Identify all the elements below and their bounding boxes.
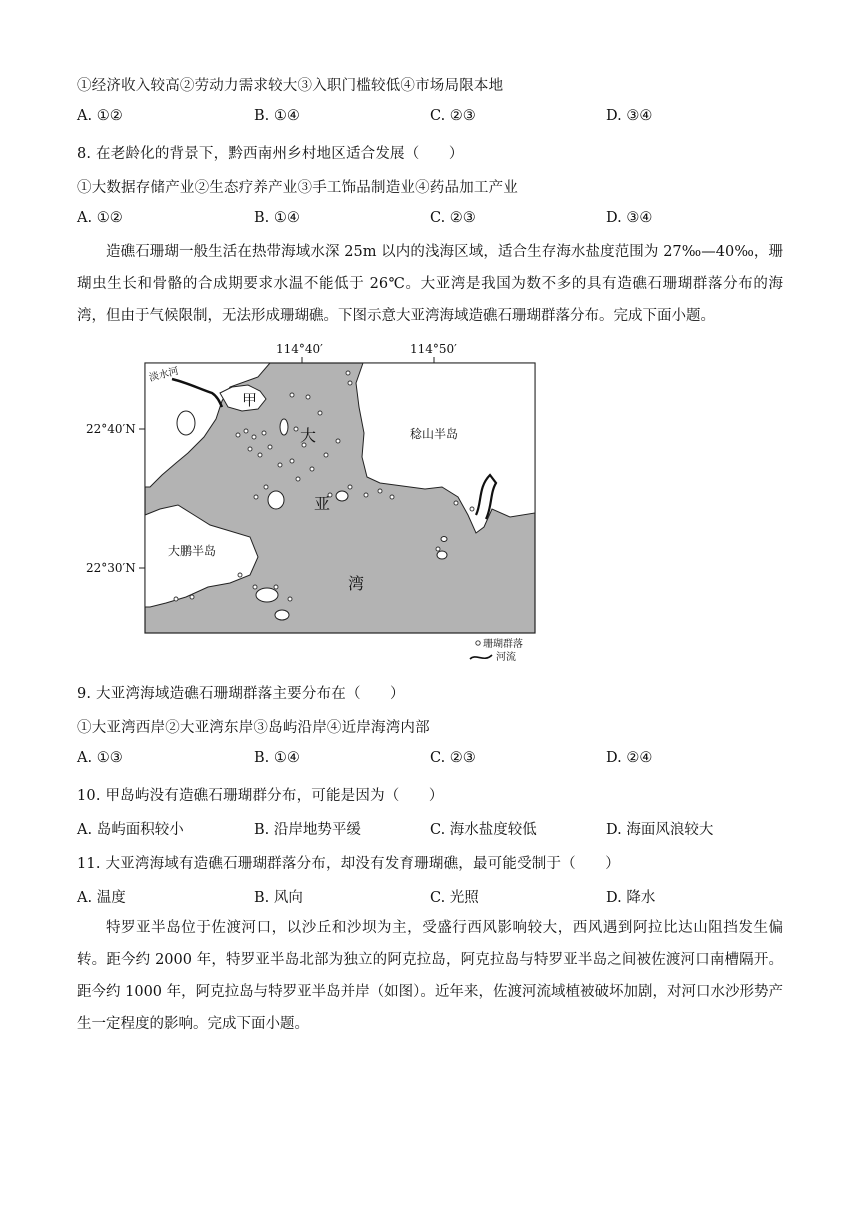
west-peninsula-label: 大鹏半岛 [168,544,217,558]
q7-option-c: C. ②③ [430,108,476,124]
q7-option-b: B. ①④ [254,108,300,124]
q10-option-c: C. 海水盐度较低 [430,822,537,838]
lon-label-2: 114°50′ [410,342,457,356]
q9-option-c: C. ②③ [430,750,476,766]
lat-label-2: 22°30′N [86,561,136,575]
q7-option-a: A. ①② [77,108,123,124]
bay-char-3: 湾 [348,574,365,593]
q10-stem: 10. 甲岛屿没有造礁石珊瑚群分布，可能是因为（ ） [77,788,444,804]
bay-char-2: 亚 [314,494,331,513]
q9-option-b: B. ①④ [254,750,300,766]
q8-option-a: A. ①② [77,210,123,226]
legend-coral-label: 珊瑚群落 [483,639,523,650]
q11-option-c: C. 光照 [430,890,479,906]
small-island-3 [268,491,284,509]
small-island-2 [280,419,288,435]
small-island-1 [177,411,195,435]
q9-option-d: D. ②④ [606,750,653,766]
q8-stem: 8. 在老龄化的背景下，黔西南州乡村地区适合发展（ ） [77,146,464,162]
island-jia-label: 甲 [242,391,258,409]
passage-troia: 特罗亚半岛位于佐渡河口，以沙丘和沙坝为主，受盛行西风影响较大，西风遇到阿拉比达山阻挡发生偏转。距今约 2000 年，特罗亚半岛北部为独立的阿克拉岛，阿克拉岛与特罗亚半岛之间被佐渡河口南槽隔开。距今约 1000 年，阿克拉岛与特罗亚半岛并岸（如图）。近年来，佐渡河流域植被破坏加剧，对河口水沙形势产生一定程度的影响。完成下面小题。 [77,920,783,1032]
legend-river-symbol [470,655,492,659]
q8-option-d: D. ③④ [606,210,653,226]
daya-bay-map [80,337,540,667]
q8-option-c: C. ②③ [430,210,476,226]
q10-option-d: D. 海面风浪较大 [606,822,714,838]
q11-option-a: A. 温度 [77,890,126,906]
q8-statements: ①大数据存储产业②生态疗养产业③手工饰品制造业④药品加工产业 [77,180,518,196]
q11-stem: 11. 大亚湾海域有造礁石珊瑚群落分布，却没有发育珊瑚礁，最可能受制于（ ） [77,856,620,872]
q9-stem: 9. 大亚湾海域造礁石珊瑚群落主要分布在（ ） [77,686,405,702]
q10-option-b: B. 沿岸地势平缓 [254,822,361,838]
q9-statements: ①大亚湾西岸②大亚湾东岸③岛屿沿岸④近岸海湾内部 [77,720,430,736]
legend-river-label: 河流 [496,652,516,663]
small-island-7 [437,551,447,559]
east-peninsula-label: 稔山半岛 [410,427,459,441]
small-island-6 [275,610,289,620]
bay-char-1: 大 [300,426,317,445]
q10-option-a: A. 岛屿面积较小 [77,822,184,838]
passage-coral: 造礁石珊瑚一般生活在热带海域水深 25m 以内的浅海区域，适合生存海水盐度范围为 27‰—40‰，珊瑚虫生长和骨骼的合成期要求水温不能低于 26℃。大亚湾是我国为数不多的具有造礁石珊瑚群落分布的海湾，但由于气候限制，无法形成珊瑚礁。下图示意大亚湾海域造礁石珊瑚群落分布。完成下面小题。 [77,244,783,324]
small-island-4 [336,491,348,501]
q7-option-d: D. ③④ [606,108,653,124]
legend-coral-symbol [476,641,480,645]
small-island-8 [441,537,447,542]
lat-label-1: 22°40′N [86,422,136,436]
lon-label-1: 114°40′ [276,342,323,356]
q7-statements: ①经济收入较高②劳动力需求较大③入职门槛较低④市场局限本地 [77,78,504,94]
small-island-5 [256,588,278,602]
river-label: 淡水河 [148,365,180,384]
q9-option-a: A. ①③ [77,750,123,766]
q11-option-d: D. 降水 [606,890,656,906]
q8-option-b: B. ①④ [254,210,300,226]
q11-option-b: B. 风向 [254,890,303,906]
